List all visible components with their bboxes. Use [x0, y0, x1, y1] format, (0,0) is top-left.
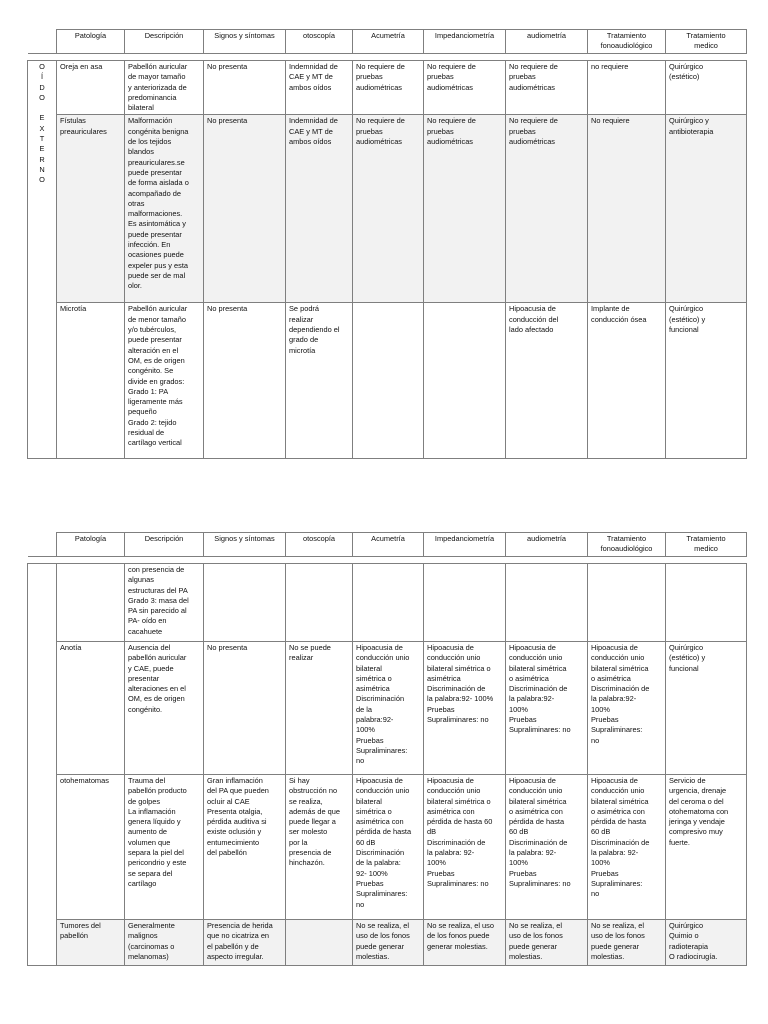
table-cell: No se realiza, el uso de los fonos puede generar molestias. — [424, 920, 506, 966]
table-cell: no requiere — [588, 61, 666, 115]
table-cell: No requiere de pruebas audiométricas — [353, 61, 424, 115]
table-cell: Microtía — [57, 303, 125, 459]
header-otoscopia: otoscopía — [286, 30, 353, 54]
table-cell: No se puede realizar — [286, 642, 353, 775]
header-audiometria: audiometría — [506, 533, 588, 557]
table-cell: Hipoacusia de conducción unio bilateral simétrica o asimétrica Discriminación de la palabra:92- 100% Pruebas Supraliminares: no — [424, 642, 506, 775]
header-patologia: Patología — [57, 30, 125, 54]
table-cell: Anotía — [57, 642, 125, 775]
table-cell: Hipoacusia de conducción unio bilateral simétrica o asimétrica Discriminación de la palabra:92- 100% Pruebas Supraliminares: no — [588, 642, 666, 775]
table-cell: otohematomas — [57, 775, 125, 920]
table-cell: Pabellón auricular de menor tamaño y/o tubérculos, puede presentar alteración en el OM, es de origen congénito. Se divide en grados: Grado 1: PA ligeramente más pequeño Grado 2: tejido residual de cartílago vertical — [125, 303, 204, 459]
header-descripcion: Descripción — [125, 533, 204, 557]
table-cell: Malformación congénita benigna de los tejidos blandos preauriculares.se puede presentar de forma aislada o acompañado de otras malformaciones. Es asintomática y puede presentar infección. En ocasiones puede expeler pus y esta puede ser de mal olor. — [125, 115, 204, 303]
table-cell: No requiere — [588, 115, 666, 303]
table-row — [28, 642, 747, 775]
header-descripcion: Descripción — [125, 30, 204, 54]
table-cell: Quirúrgico (estético) — [666, 61, 747, 115]
header-tratamiento-fono: Tratamiento fonoaudiológico — [588, 533, 666, 557]
table-cell: Hipoacusia de conducción unio bilateral simétrica o asimétrica con pérdida de hasta 60 dB Discriminación de la palabra: 92- 100% Pruebas Supraliminares: no — [424, 775, 506, 920]
table-cell: Quirúrgico y antibioterapia — [666, 115, 747, 303]
table-cell — [204, 564, 286, 642]
table-row — [28, 115, 747, 303]
table-cell: Pabellón auricular de mayor tamaño y anteriorizada de predominancia bilateral — [125, 61, 204, 115]
header-tratamiento-medico: Tratamiento medico — [666, 30, 747, 54]
header-tratamiento-fono: Tratamiento fonoaudiológico — [588, 30, 666, 54]
table-cell: Generalmente malignos (carcinomas o melanomas) — [125, 920, 204, 966]
header-patologia: Patología — [57, 533, 125, 557]
table-cell: Ausencia del pabellón auricular y CAE, puede presentar alteraciones en el OM, es de origen congénito. — [125, 642, 204, 775]
table-cell: Hipoacusia de conducción unio bilateral simétrica o asimétrica con pérdida de hasta 60 dB Discriminación de la palabra: 92- 100% Pruebas Supraliminares: no — [506, 775, 588, 920]
table-cell: Hipoacusia de conducción unio bilateral simétrica o asimétrica Discriminación de la palabra:92- 100% Pruebas Supraliminares: no — [506, 642, 588, 775]
table-cell: Oreja en asa — [57, 61, 125, 115]
table-cell — [353, 303, 424, 459]
section-label-oido-externo: O Í D O E X T E R N O — [28, 61, 57, 459]
header-impedanciometria: Impedanciometría — [424, 533, 506, 557]
table-cell: Hipoacusia de conducción unio bilateral simétrica o asimétrica con pérdida de hasta 60 dB Discriminación de la palabra: 92- 100% Pruebas Supraliminares: no — [353, 775, 424, 920]
table-cell: Hipoacusia de conducción unio bilateral simétrica o asimétrica Discriminación de la palabra:92- 100% Pruebas Supraliminares: no — [353, 642, 424, 775]
table-cell: Trauma del pabellón producto de golpes La inflamación genera líquido y aumento de volumen que separa la piel del pericondrio y este se separa del cartílago — [125, 775, 204, 920]
table-cell: Presencia de herida que no cicatriza en el pabellón y de aspecto irregular. — [204, 920, 286, 966]
table-row — [28, 303, 747, 459]
table-cell — [57, 564, 125, 642]
header-impedanciometria: Impedanciometría — [424, 30, 506, 54]
table-cell — [286, 564, 353, 642]
pathology-table-page-2 — [27, 532, 747, 966]
header-audiometria: audiometría — [506, 30, 588, 54]
table-cell — [424, 564, 506, 642]
table-cell: No se realiza, el uso de los fonos puede generar molestias. — [506, 920, 588, 966]
table-cell — [666, 564, 747, 642]
table-row — [28, 564, 747, 642]
header-signos: Signos y síntomas — [204, 30, 286, 54]
table-cell: con presencia de algunas estructuras del PA Grado 3: masa del PA sin parecido al PA- oído en cacahuete — [125, 564, 204, 642]
section-label-blank — [28, 564, 57, 966]
table-row — [28, 775, 747, 920]
table-cell: Servicio de urgencia, drenaje del ceroma o del otohematoma con jeringa y vendaje compresivo muy fuerte. — [666, 775, 747, 920]
table-header-row — [28, 30, 747, 54]
table-cell — [286, 920, 353, 966]
table-cell: Se podrá realizar dependiendo el grado de microtía — [286, 303, 353, 459]
table-cell: Tumores del pabellón — [57, 920, 125, 966]
table-cell: No se realiza, el uso de los fonos puede generar molestias. — [353, 920, 424, 966]
header-signos: Signos y síntomas — [204, 533, 286, 557]
table-cell — [588, 564, 666, 642]
table-row — [28, 920, 747, 966]
table-cell: Gran inflamación del PA que pueden ocluir al CAE Presenta otalgia, pérdida auditiva si existe oclusión y entumecimiento del pabellón — [204, 775, 286, 920]
table-cell: No presenta — [204, 303, 286, 459]
table-cell: No requiere de pruebas audiométricas — [506, 61, 588, 115]
table-cell: Hipoacusia de conducción unio bilateral simétrica o asimétrica con pérdida de hasta 60 dB Discriminación de la palabra: 92- 100% Pruebas Supraliminares: no — [588, 775, 666, 920]
table-cell: No requiere de pruebas audiométricas — [353, 115, 424, 303]
table-cell: Indemnidad de CAE y MT de ambos oídos — [286, 61, 353, 115]
header-acumetria: Acumetría — [353, 533, 424, 557]
table-cell: Implante de conducción ósea — [588, 303, 666, 459]
table-cell: Si hay obstrucción no se realiza, además de que puede llegar a ser molesto por la presencia de hinchazón. — [286, 775, 353, 920]
table-cell — [353, 564, 424, 642]
header-tratamiento-medico: Tratamiento medico — [666, 533, 747, 557]
table-cell — [506, 564, 588, 642]
table-cell: Quirúrgico (estético) y funcional — [666, 303, 747, 459]
table-cell: Quirúrgico (estético) y funcional — [666, 642, 747, 775]
table-cell: Indemnidad de CAE y MT de ambos oídos — [286, 115, 353, 303]
pathology-table-page-1 — [27, 29, 747, 459]
table-cell: Quirúrgico Quimio o radioterapia O radiocirugía. — [666, 920, 747, 966]
table-cell: No presenta — [204, 61, 286, 115]
header-otoscopia: otoscopía — [286, 533, 353, 557]
table-cell — [424, 303, 506, 459]
table-row — [28, 61, 747, 115]
table-cell: No presenta — [204, 115, 286, 303]
table-cell: No requiere de pruebas audiométricas — [506, 115, 588, 303]
table-cell: Fístulas preauriculares — [57, 115, 125, 303]
table-header-row — [28, 533, 747, 557]
table-cell: No presenta — [204, 642, 286, 775]
table-cell: Hipoacusia de conducción del lado afectado — [506, 303, 588, 459]
table-cell: No requiere de pruebas audiométricas — [424, 115, 506, 303]
table-cell: No se realiza, el uso de los fonos puede generar molestias. — [588, 920, 666, 966]
table-cell: No requiere de pruebas audiométricas — [424, 61, 506, 115]
header-acumetria: Acumetría — [353, 30, 424, 54]
